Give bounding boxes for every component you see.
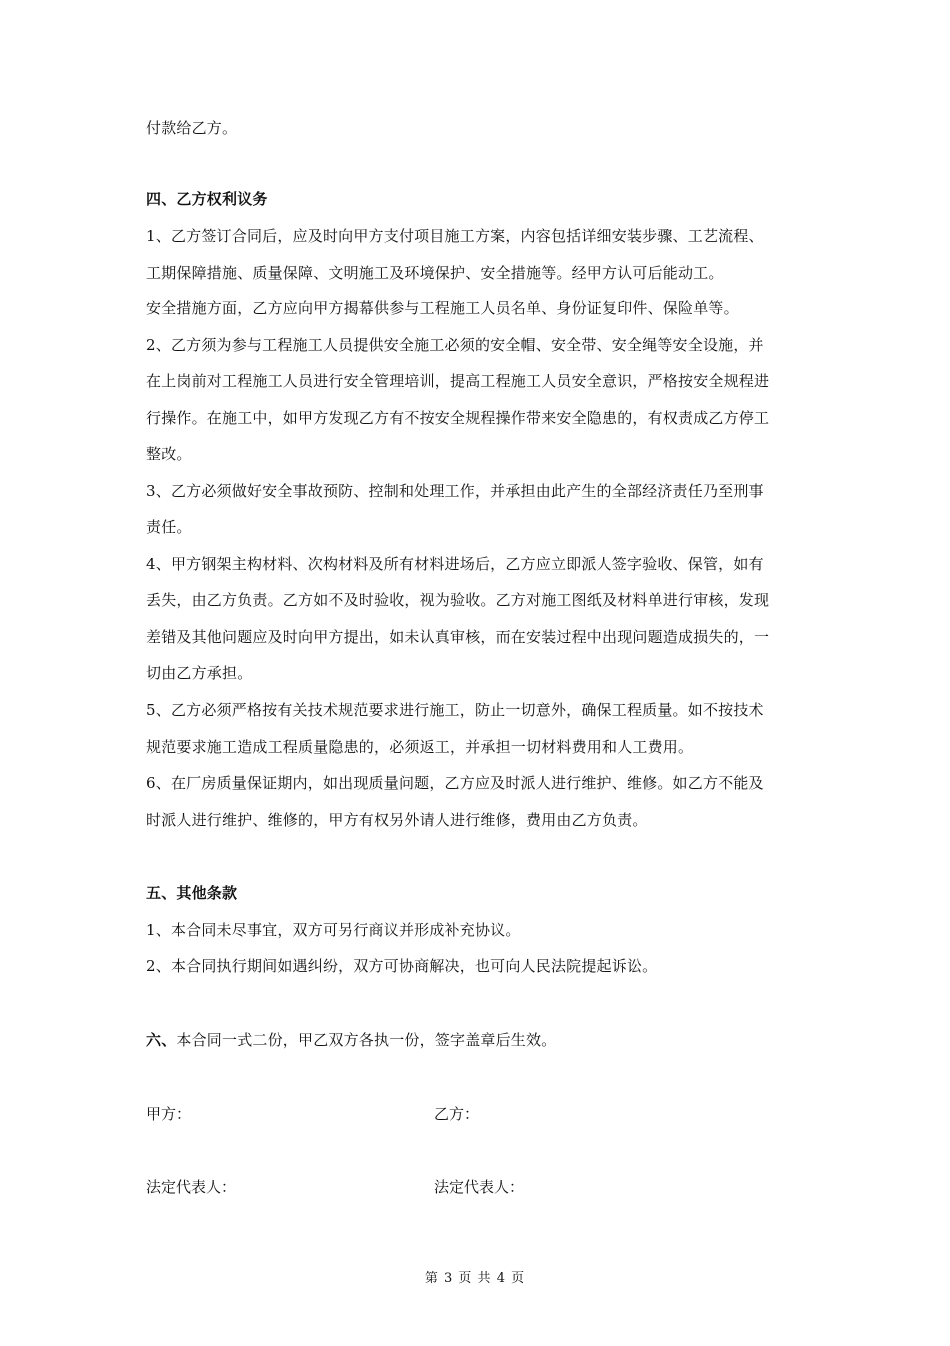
section-4-line: 6、在厂房质量保证期内，如出现质量问题，乙方应及时派人进行维护、维修。如乙方不能及: [146, 774, 764, 792]
section-4-line: 规范要求施工造成工程质量隐患的，必须返工，并承担一切材料费用和人工费用。: [146, 738, 694, 756]
party-a-representative-label: 法定代表人：: [146, 1178, 237, 1196]
section-5-line: 1、本合同未尽事宜，双方可另行商议并形成补充协议。: [146, 921, 521, 939]
section-4-line: 切由乙方承担。: [146, 664, 253, 682]
section-4-line: 1、乙方签订合同后，应及时向甲方支付项目施工方案，内容包括详细安装步骤、工艺流程、: [146, 227, 764, 245]
section-4-line: 时派人进行维护、维修的，甲方有权另外请人进行维修，费用由乙方负责。: [146, 811, 648, 829]
section-6-text: 本合同一式二份，甲乙双方各执一份，签字盖章后生效。: [176, 1031, 557, 1049]
section-4-line: 4、甲方钢架主构材料、次构材料及所有材料进场后，乙方应立即派人签字验收、保管，如有: [146, 555, 764, 573]
section-4-line: 在上岗前对工程施工人员进行安全管理培训，提高工程施工人员安全意识，严格按安全规程进: [146, 372, 770, 390]
section-4-line: 整改。: [146, 445, 192, 463]
party-a-label: 甲方：: [146, 1105, 192, 1123]
section-4-line: 差错及其他问题应及时向甲方提出，如未认真审核，而在安装过程中出现问题造成损失的，一: [146, 628, 770, 646]
continuation-text: 付款给乙方。: [146, 119, 238, 137]
party-b-label: 乙方：: [434, 1105, 480, 1123]
section-4-heading: 四、乙方权利议务: [146, 190, 268, 208]
section-4-line: 2、乙方须为参与工程施工人员提供安全施工必须的安全帽、安全带、安全绳等安全设施，并: [146, 336, 764, 354]
section-4-line: 5、乙方必须严格按有关技术规范要求进行施工，防止一切意外，确保工程质量。如不按技术: [146, 701, 764, 719]
section-5-line: 2、本合同执行期间如遇纠纷，双方可协商解决，也可向人民法院提起诉讼。: [146, 957, 658, 975]
section-4-line: 安全措施方面，乙方应向甲方揭幕供参与工程施工人员名单、身份证复印件、保险单等。: [146, 299, 739, 317]
section-6-lead: 六、: [146, 1031, 177, 1049]
party-b-representative-label: 法定代表人：: [434, 1178, 525, 1196]
section-5-heading: 五、其他条款: [146, 884, 238, 902]
section-4-line: 行操作。在施工中，如甲方发现乙方有不按安全规程操作带来安全隐患的，有权责成乙方停工: [146, 409, 770, 427]
page-number-footer: 第 3 页 共 4 页: [424, 1271, 526, 1286]
section-6-paragraph: [146, 1030, 556, 1050]
section-4-line: 3、乙方必须做好安全事故预防、控制和处理工作，并承担由此产生的全部经济责任乃至刑事: [146, 482, 764, 500]
section-4-line: 工期保障措施、质量保障、文明施工及环境保护、安全措施等。经甲方认可后能动工。: [146, 264, 724, 282]
section-4-line: 丢失，由乙方负责。乙方如不及时验收，视为验收。乙方对施工图纸及材料单进行审核，发现: [146, 591, 770, 609]
section-4-line: 责任。: [146, 518, 192, 536]
